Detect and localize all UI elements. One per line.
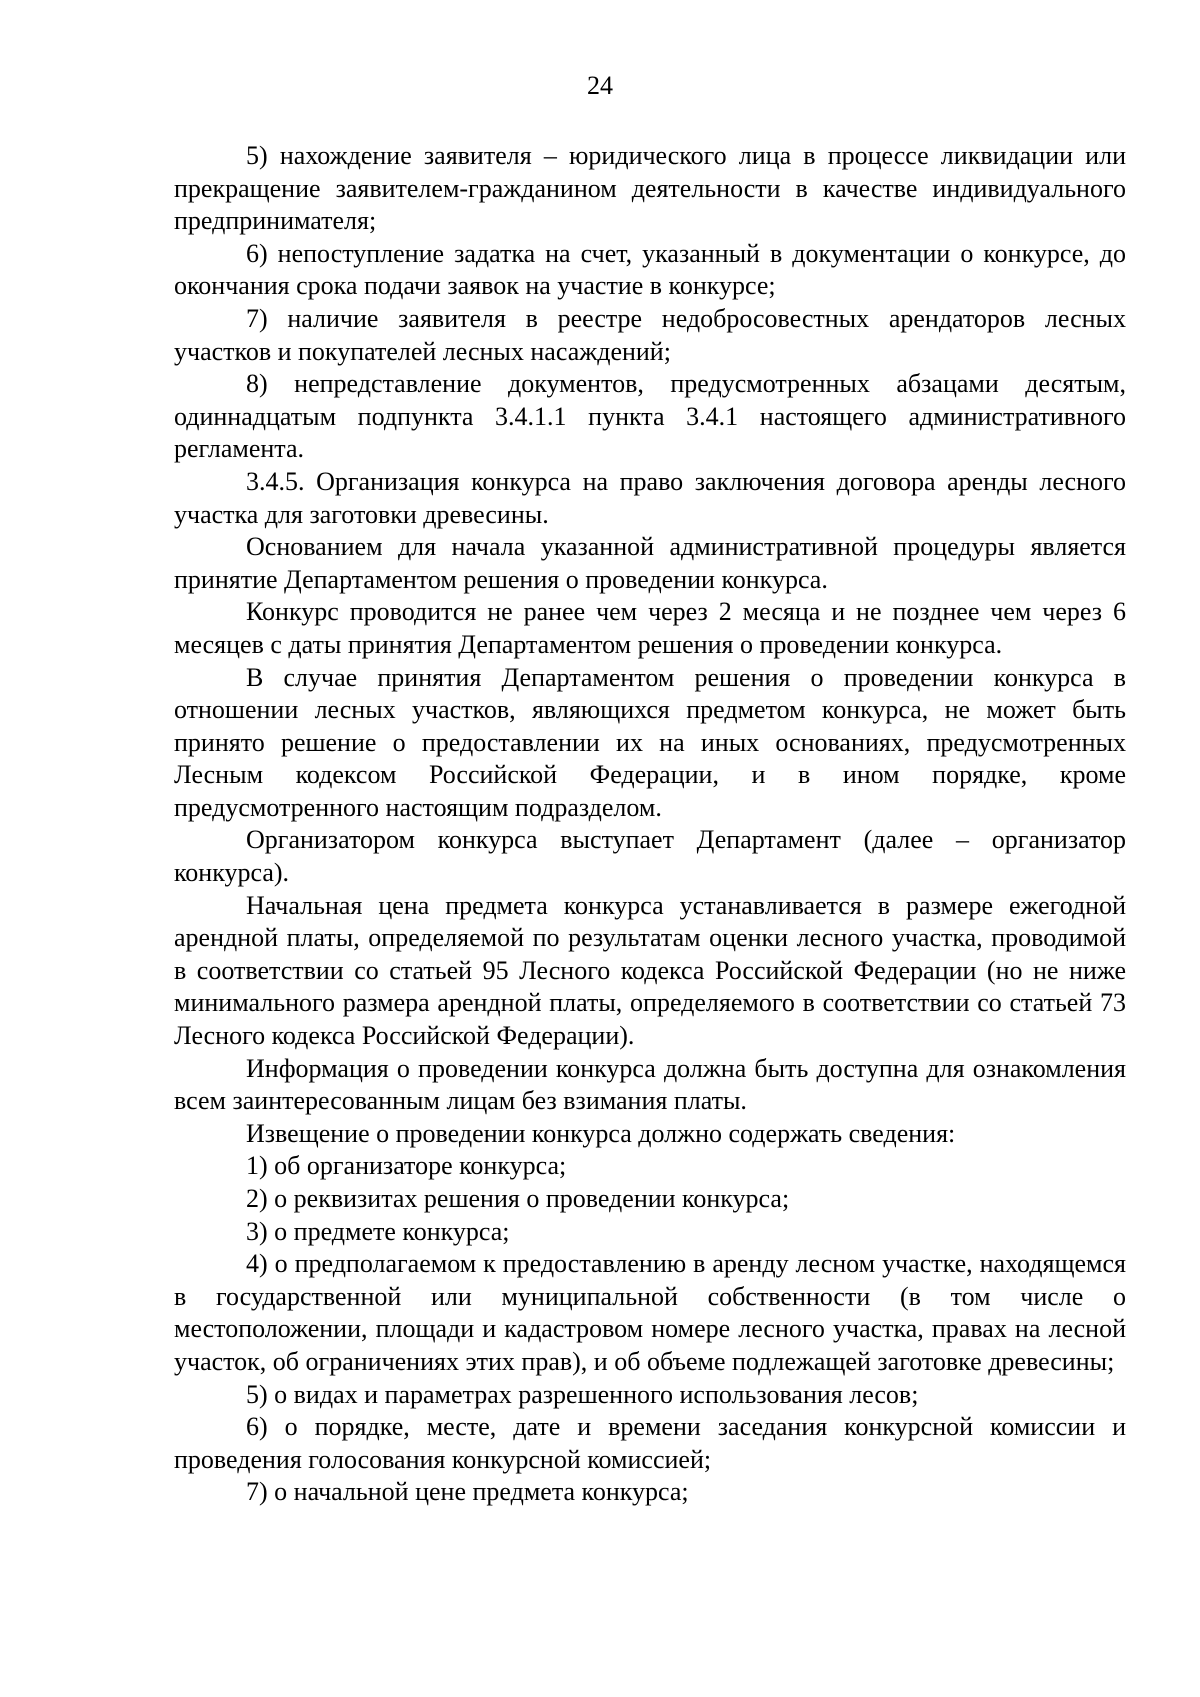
page-number: 24 [587, 71, 613, 100]
paragraph-notice-item-7: 7) о начальной цене предмета конкурса; [246, 1477, 689, 1507]
paragraph-list-item-7: 7) наличие заявителя в реестре недобросовестных арендаторов лесных участков и покупателей лесных насаждений; [174, 303, 1126, 366]
paragraph-notice-item-6: 6) о порядке, месте, дате и времени заседания конкурсной комиссии и проведения голосования конкурсной комиссией; [174, 1412, 1126, 1474]
paragraph-organizer: Организатором конкурса выступает Департамент (далее – организатор конкурса). [174, 825, 1126, 888]
paragraph-basis: Основанием для начала указанной административной процедуры является принятие Департаментом решения о проведении конкурса. [174, 532, 1126, 594]
paragraph-information: Информация о проведении конкурса должна быть доступна для ознакомления всем заинтересованным лицам без взимания платы. [174, 1053, 1126, 1116]
paragraph-notice-item-1: 1) об организаторе конкурса; [246, 1151, 567, 1181]
paragraph-notice-item-4: 4) о предполагаемом к предоставлению в аренду лесном участке, находящемся в государственной или муниципальной собственности (в том числе о местоположении, площади и кадастровом номере лесного участка, правах на лесной участок, об ограничениях этих прав), и об объеме подлежащей заготовке древесины; [174, 1249, 1126, 1376]
paragraph-timing: Конкурс проводится не ранее чем через 2 месяца и не позднее чем через 6 месяцев с даты принятия Департаментом решения о проведении конкурса. [174, 597, 1126, 659]
paragraph-list-item-6: 6) непоступление задатка на счет, указанный в документации о конкурсе, до окончания срока подачи заявок на участие в конкурсе; [174, 238, 1126, 301]
paragraph-section-3-4-5: 3.4.5. Организация конкурса на право заключения договора аренды лесного участка для заготовки древесины. [174, 466, 1126, 529]
paragraph-notice-item-2: 2) о реквизитах решения о проведении конкурса; [246, 1184, 790, 1213]
paragraph-restriction: В случае принятия Департаментом решения о проведении конкурса в отношении лесных участков, являющихся предметом конкурса, не может быть принято решение о предоставлении их на иных основаниях, предусмотренных Лесным кодексом Российской Федерации, и в ином порядке, кроме предусмотренного настоящим подразделом. [174, 662, 1126, 822]
paragraph-list-item-8: 8) непредставление документов, предусмотренных абзацами десятым, одиннадцатым подпункта 3.4.1.1 пункта 3.4.1 настоящего административного регламента. [174, 369, 1126, 464]
paragraph-list-item-5: 5) нахождение заявителя – юридического лица в процессе ликвидации или прекращение заявителем-гражданином деятельности в качестве индивидуального предпринимателя; [174, 141, 1126, 236]
paragraph-notice-item-5: 5) о видах и параметрах разрешенного использования лесов; [246, 1379, 919, 1409]
paragraph-notice-item-3: 3) о предмете конкурса; [246, 1216, 510, 1246]
paragraph-initial-price: Начальная цена предмета конкурса устанавливается в размере ежегодной арендной платы, определяемой по результатам оценки лесного участка, проводимой в соответствии со статьей 95 Лесного кодекса Российской Федерации (но не ниже минимального размера арендной платы, определяемого в соответствии со статьей 73 Лесного кодекса Российской Федерации). [174, 890, 1126, 1051]
paragraph-notice-intro: Извещение о проведении конкурса должно содержать сведения: [246, 1118, 956, 1148]
document-body [174, 140, 1126, 1509]
